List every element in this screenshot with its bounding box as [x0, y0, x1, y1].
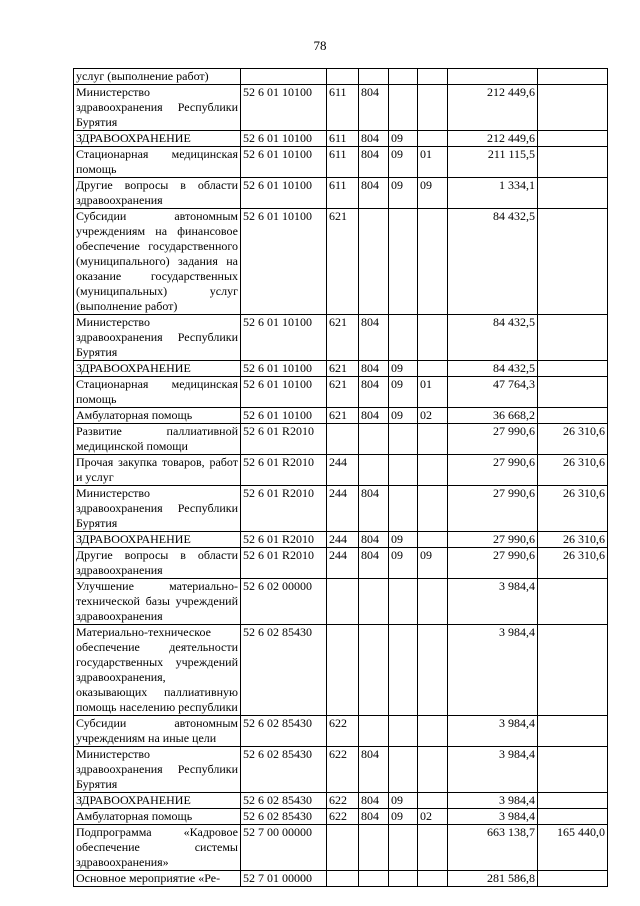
federal-amount-cell: 26 310,6 [538, 424, 608, 455]
target-article-cell: 52 6 02 85430 [241, 809, 327, 825]
subsection-cell [418, 486, 448, 532]
federal-amount-cell [538, 408, 608, 424]
target-article-cell: 52 6 01 10100 [241, 209, 327, 315]
table-row [74, 377, 608, 408]
amount-cell: 211 115,5 [448, 147, 538, 178]
expense-type-cell: 244 [327, 486, 359, 532]
expense-type-cell: 621 [327, 209, 359, 315]
section-cell [389, 871, 418, 887]
amount-cell: 663 138,7 [448, 825, 538, 871]
target-article-cell: 52 6 01 10100 [241, 147, 327, 178]
federal-amount-cell [538, 377, 608, 408]
amount-cell: 36 668,2 [448, 408, 538, 424]
row-name-cell: Подпрограмма «Кадровое обеспечение системы здравоохранения» [74, 825, 241, 871]
section-cell [389, 209, 418, 315]
amount-cell: 84 432,5 [448, 315, 538, 361]
row-name-cell: ЗДРАВООХРАНЕНИЕ [74, 361, 241, 377]
table-row [74, 455, 608, 486]
subsection-cell: 02 [418, 408, 448, 424]
federal-amount-cell [538, 315, 608, 361]
amount-cell: 3 984,4 [448, 747, 538, 793]
row-name-cell: услуг (выполнение работ) [74, 69, 241, 85]
expense-type-cell: 622 [327, 809, 359, 825]
subsection-cell [418, 85, 448, 131]
grbs-cell: 804 [359, 315, 389, 361]
section-cell [389, 747, 418, 793]
expense-type-cell: 622 [327, 793, 359, 809]
grbs-cell [359, 871, 389, 887]
section-cell: 09 [389, 178, 418, 209]
grbs-cell: 804 [359, 85, 389, 131]
section-cell [389, 315, 418, 361]
grbs-cell: 804 [359, 178, 389, 209]
target-article-cell: 52 6 01 R2010 [241, 424, 327, 455]
row-name-cell: Материально-техническое обеспечение деятельности государственных учреждений здравоохранения, оказывающих паллиативную помощь населению республики [74, 625, 241, 716]
amount-cell: 47 764,3 [448, 377, 538, 408]
federal-amount-cell [538, 361, 608, 377]
federal-amount-cell [538, 69, 608, 85]
grbs-cell: 804 [359, 486, 389, 532]
target-article-cell [241, 69, 327, 85]
target-article-cell: 52 6 01 R2010 [241, 455, 327, 486]
expense-type-cell [327, 424, 359, 455]
section-cell [389, 825, 418, 871]
grbs-cell: 804 [359, 747, 389, 793]
row-name-cell: Развитие паллиативной медицинской помощи [74, 424, 241, 455]
grbs-cell: 804 [359, 147, 389, 178]
section-cell: 09 [389, 377, 418, 408]
federal-amount-cell: 26 310,6 [538, 532, 608, 548]
section-cell: 09 [389, 793, 418, 809]
federal-amount-cell [538, 85, 608, 131]
budget-table [73, 68, 608, 887]
subsection-cell [418, 825, 448, 871]
target-article-cell: 52 6 01 10100 [241, 178, 327, 209]
amount-cell: 212 449,6 [448, 85, 538, 131]
subsection-cell: 02 [418, 809, 448, 825]
subsection-cell [418, 579, 448, 625]
target-article-cell: 52 6 02 85430 [241, 625, 327, 716]
expense-type-cell: 621 [327, 315, 359, 361]
expense-type-cell: 244 [327, 455, 359, 486]
section-cell: 09 [389, 408, 418, 424]
expense-type-cell [327, 825, 359, 871]
section-cell: 09 [389, 532, 418, 548]
row-name-cell: Министерство здравоохранения Республики Бурятия [74, 747, 241, 793]
table-row [74, 809, 608, 825]
subsection-cell: 01 [418, 147, 448, 178]
section-cell: 09 [389, 548, 418, 579]
target-article-cell: 52 6 01 R2010 [241, 548, 327, 579]
grbs-cell [359, 716, 389, 747]
section-cell: 09 [389, 809, 418, 825]
amount-cell: 84 432,5 [448, 361, 538, 377]
grbs-cell: 804 [359, 377, 389, 408]
amount-cell: 27 990,6 [448, 455, 538, 486]
row-name-cell: Амбулаторная помощь [74, 809, 241, 825]
subsection-cell [418, 361, 448, 377]
row-name-cell: Стационарная медицинская помощь [74, 147, 241, 178]
table-body [74, 69, 608, 887]
expense-type-cell: 621 [327, 361, 359, 377]
page-number: 78 [313, 38, 327, 53]
amount-cell: 3 984,4 [448, 625, 538, 716]
amount-cell: 27 990,6 [448, 532, 538, 548]
amount-cell: 3 984,4 [448, 716, 538, 747]
grbs-cell [359, 455, 389, 486]
target-article-cell: 52 6 02 00000 [241, 579, 327, 625]
amount-cell: 27 990,6 [448, 548, 538, 579]
table-row [74, 209, 608, 315]
table-row [74, 424, 608, 455]
table-row [74, 793, 608, 809]
section-cell [389, 69, 418, 85]
grbs-cell [359, 579, 389, 625]
section-cell [389, 85, 418, 131]
section-cell [389, 486, 418, 532]
subsection-cell [418, 209, 448, 315]
row-name-cell: Субсидии автономным учреждениям на иные цели [74, 716, 241, 747]
expense-type-cell: 611 [327, 131, 359, 147]
subsection-cell: 09 [418, 178, 448, 209]
federal-amount-cell [538, 625, 608, 716]
federal-amount-cell [538, 809, 608, 825]
table-row [74, 625, 608, 716]
target-article-cell: 52 6 01 10100 [241, 408, 327, 424]
federal-amount-cell [538, 716, 608, 747]
row-name-cell: Основное мероприятие «Ре- [74, 871, 241, 887]
section-cell [389, 424, 418, 455]
section-cell: 09 [389, 361, 418, 377]
table-row [74, 486, 608, 532]
table-row [74, 131, 608, 147]
row-name-cell: Стационарная медицинская помощь [74, 377, 241, 408]
table-row [74, 579, 608, 625]
table-row [74, 532, 608, 548]
expense-type-cell [327, 625, 359, 716]
row-name-cell: Другие вопросы в области здравоохранения [74, 548, 241, 579]
grbs-cell [359, 424, 389, 455]
target-article-cell: 52 7 00 00000 [241, 825, 327, 871]
subsection-cell [418, 315, 448, 361]
row-name-cell: Министерство здравоохранения Республики Бурятия [74, 315, 241, 361]
grbs-cell: 804 [359, 532, 389, 548]
federal-amount-cell [538, 209, 608, 315]
amount-cell: 212 449,6 [448, 131, 538, 147]
section-cell [389, 625, 418, 716]
grbs-cell: 804 [359, 361, 389, 377]
table-row [74, 825, 608, 871]
amount-cell: 1 334,1 [448, 178, 538, 209]
expense-type-cell [327, 579, 359, 625]
target-article-cell: 52 6 02 85430 [241, 716, 327, 747]
table-row [74, 85, 608, 131]
grbs-cell [359, 69, 389, 85]
subsection-cell [418, 69, 448, 85]
target-article-cell: 52 6 02 85430 [241, 793, 327, 809]
subsection-cell: 01 [418, 377, 448, 408]
amount-cell: 84 432,5 [448, 209, 538, 315]
amount-cell: 27 990,6 [448, 424, 538, 455]
row-name-cell: ЗДРАВООХРАНЕНИЕ [74, 131, 241, 147]
target-article-cell: 52 6 02 85430 [241, 747, 327, 793]
grbs-cell: 804 [359, 793, 389, 809]
section-cell: 09 [389, 147, 418, 178]
row-name-cell: Амбулаторная помощь [74, 408, 241, 424]
section-cell [389, 716, 418, 747]
row-name-cell: ЗДРАВООХРАНЕНИЕ [74, 793, 241, 809]
amount-cell: 281 586,8 [448, 871, 538, 887]
row-name-cell: ЗДРАВООХРАНЕНИЕ [74, 532, 241, 548]
expense-type-cell: 611 [327, 147, 359, 178]
subsection-cell [418, 455, 448, 486]
expense-type-cell [327, 69, 359, 85]
grbs-cell: 804 [359, 408, 389, 424]
section-cell [389, 579, 418, 625]
table-row [74, 315, 608, 361]
subsection-cell [418, 625, 448, 716]
row-name-cell: Другие вопросы в области здравоохранения [74, 178, 241, 209]
federal-amount-cell [538, 147, 608, 178]
amount-cell: 3 984,4 [448, 809, 538, 825]
federal-amount-cell: 26 310,6 [538, 455, 608, 486]
target-article-cell: 52 6 01 R2010 [241, 532, 327, 548]
federal-amount-cell: 165 440,0 [538, 825, 608, 871]
row-name-cell: Улучшение материально-технической базы учреждений здравоохранения [74, 579, 241, 625]
expense-type-cell: 244 [327, 548, 359, 579]
subsection-cell [418, 871, 448, 887]
row-name-cell: Прочая закупка товаров, работ и услуг [74, 455, 241, 486]
table-row [74, 548, 608, 579]
subsection-cell [418, 716, 448, 747]
expense-type-cell: 611 [327, 178, 359, 209]
section-cell: 09 [389, 131, 418, 147]
target-article-cell: 52 6 01 R2010 [241, 486, 327, 532]
row-name-cell: Министерство здравоохранения Республики Бурятия [74, 486, 241, 532]
grbs-cell: 804 [359, 809, 389, 825]
grbs-cell [359, 625, 389, 716]
subsection-cell [418, 131, 448, 147]
table-row [74, 716, 608, 747]
target-article-cell: 52 6 01 10100 [241, 361, 327, 377]
amount-cell: 3 984,4 [448, 579, 538, 625]
expense-type-cell: 622 [327, 747, 359, 793]
target-article-cell: 52 6 01 10100 [241, 131, 327, 147]
expense-type-cell: 244 [327, 532, 359, 548]
expense-type-cell: 621 [327, 377, 359, 408]
row-name-cell: Министерство здравоохранения Республики Бурятия [74, 85, 241, 131]
amount-cell: 3 984,4 [448, 793, 538, 809]
target-article-cell: 52 6 01 10100 [241, 315, 327, 361]
table-row [74, 147, 608, 178]
federal-amount-cell [538, 793, 608, 809]
subsection-cell [418, 424, 448, 455]
expense-type-cell: 622 [327, 716, 359, 747]
federal-amount-cell [538, 131, 608, 147]
expense-type-cell [327, 871, 359, 887]
federal-amount-cell [538, 871, 608, 887]
table-row [74, 69, 608, 85]
amount-cell [448, 69, 538, 85]
federal-amount-cell: 26 310,6 [538, 486, 608, 532]
federal-amount-cell [538, 178, 608, 209]
subsection-cell [418, 532, 448, 548]
table-row [74, 178, 608, 209]
grbs-cell: 804 [359, 131, 389, 147]
federal-amount-cell [538, 579, 608, 625]
table-row [74, 361, 608, 377]
target-article-cell: 52 7 01 00000 [241, 871, 327, 887]
table-row [74, 747, 608, 793]
table-row [74, 871, 608, 887]
grbs-cell [359, 825, 389, 871]
expense-type-cell: 611 [327, 85, 359, 131]
federal-amount-cell: 26 310,6 [538, 548, 608, 579]
grbs-cell [359, 209, 389, 315]
federal-amount-cell [538, 747, 608, 793]
table-row [74, 408, 608, 424]
section-cell [389, 455, 418, 486]
subsection-cell [418, 747, 448, 793]
amount-cell: 27 990,6 [448, 486, 538, 532]
subsection-cell: 09 [418, 548, 448, 579]
target-article-cell: 52 6 01 10100 [241, 377, 327, 408]
subsection-cell [418, 793, 448, 809]
row-name-cell: Субсидии автономным учреждениям на финансовое обеспечение государственного (муниципального) задания на оказание государственных (муниципальных) услуг (выполнение работ) [74, 209, 241, 315]
grbs-cell: 804 [359, 548, 389, 579]
expense-type-cell: 621 [327, 408, 359, 424]
target-article-cell: 52 6 01 10100 [241, 85, 327, 131]
